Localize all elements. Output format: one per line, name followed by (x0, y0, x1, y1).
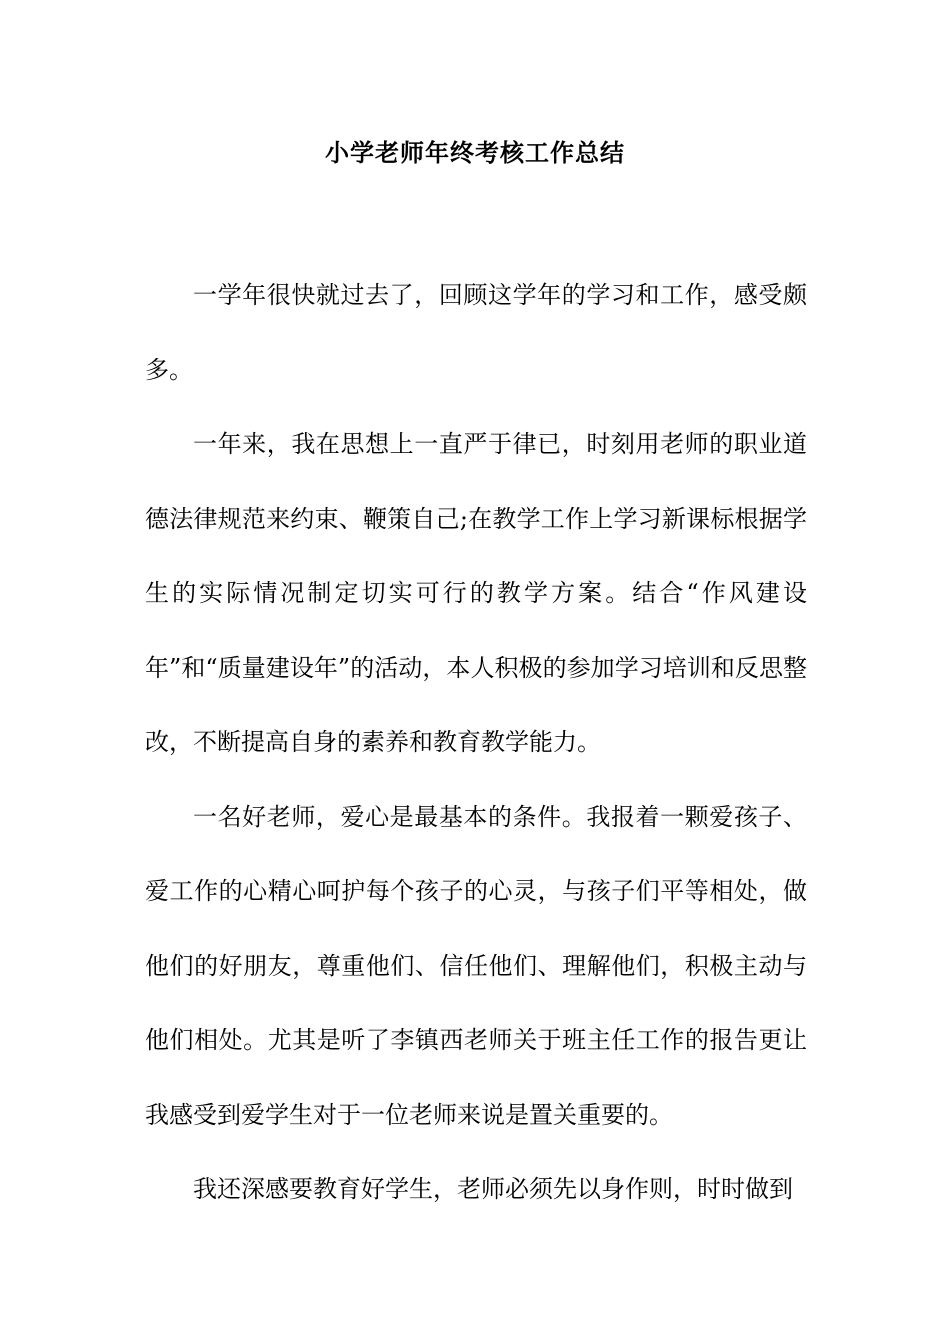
paragraph-2: 一年来，我在思想上一直严于律已，时刻用老师的职业道德法律规范来约束、鞭策自己;在教学工作上学习新课标根据学生的实际情况制定切实可行的教学方案。结合“作风建设年”和“质量建设年”的活动，本人积极的参加学习培训和反思整改，不断提高自身的素养和教育教学能力。 (145, 430, 807, 756)
paragraph-1: 一学年很快就过去了，回顾这学年的学习和工作，感受颇多。 (145, 281, 807, 384)
paragraph-4: 我还深感要教育好学生，老师必须先以身作则，时时做到 (193, 1175, 793, 1203)
paragraph-3: 一名好老师，爱心是最基本的条件。我报着一颗爱孩子、爱工作的心精心呵护每个孩子的心灵，与孩子们平等相处，做他们的好朋友，尊重他们、信任他们、理解他们，积极主动与他们相处。尤其是听了李镇西老师关于班主任工作的报告更让我感受到爱学生对于一位老师来说是置关重要的。 (145, 802, 807, 1129)
document-body (145, 258, 807, 1227)
document-title: 小学老师年终考核工作总结 (325, 138, 625, 167)
